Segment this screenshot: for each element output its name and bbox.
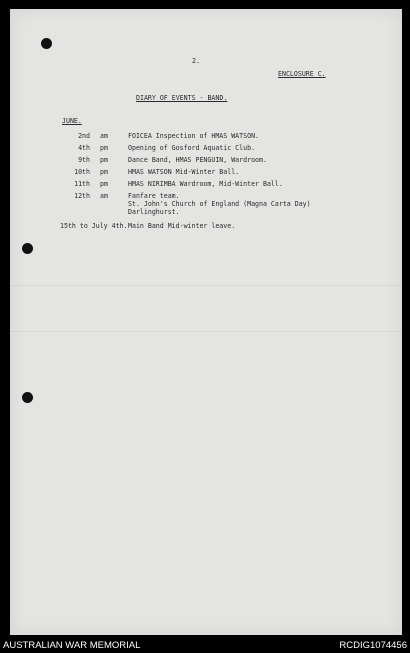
event-line: FOICEA Inspection of HMAS WATSON. [128, 132, 260, 140]
punch-hole [22, 243, 33, 254]
event-line: Fanfare team. [128, 192, 180, 200]
event-description [128, 156, 267, 164]
event-time: pm [100, 180, 108, 188]
event-description [128, 192, 311, 216]
event-time: pm [100, 144, 108, 152]
archive-name: AUSTRALIAN WAR MEMORIAL [3, 640, 141, 651]
event-day: 11th [74, 180, 90, 188]
page-number: 2. [192, 57, 200, 65]
event-description [128, 180, 283, 188]
event-line: Darlinghurst. [128, 208, 180, 216]
document-page [10, 9, 402, 635]
event-day: 2nd [78, 132, 90, 140]
event-line: St. John's Church of England (Magna Carta Day) [128, 200, 311, 208]
event-line: Opening of Gosford Aquatic Club. [128, 144, 256, 152]
event-line: Main Band Mid-winter leave. [128, 222, 236, 230]
document-title: DIARY OF EVENTS - BAND. [136, 94, 228, 102]
event-time: am [100, 192, 108, 200]
enclosure-label: ENCLOSURE C. [278, 70, 326, 78]
fold-line [10, 331, 402, 332]
event-time: am [100, 132, 108, 140]
event-time: pm [100, 168, 108, 176]
month-heading: JUNE. [62, 117, 82, 125]
event-day: 10th [74, 168, 90, 176]
event-line: Dance Band, HMAS PENGUIN, Wardroom. [128, 156, 267, 164]
punch-hole [22, 392, 33, 403]
event-day: 15th to July 4th. [60, 222, 128, 230]
event-description [128, 168, 239, 176]
event-description [128, 132, 259, 140]
event-time: pm [100, 156, 108, 164]
archive-id: RCDIG1074456 [339, 640, 407, 651]
event-description [128, 144, 255, 152]
archive-footer [0, 635, 410, 653]
event-description [128, 222, 235, 230]
fold-line [10, 285, 402, 286]
event-day: 9th [78, 156, 90, 164]
event-line: HMAS WATSON Mid-Winter Ball. [128, 168, 240, 176]
event-day: 4th [78, 144, 90, 152]
punch-hole [41, 38, 52, 49]
event-line: HMAS NIRIMBA Wardroom, Mid-Winter Ball. [128, 180, 283, 188]
event-day: 12th [74, 192, 90, 200]
